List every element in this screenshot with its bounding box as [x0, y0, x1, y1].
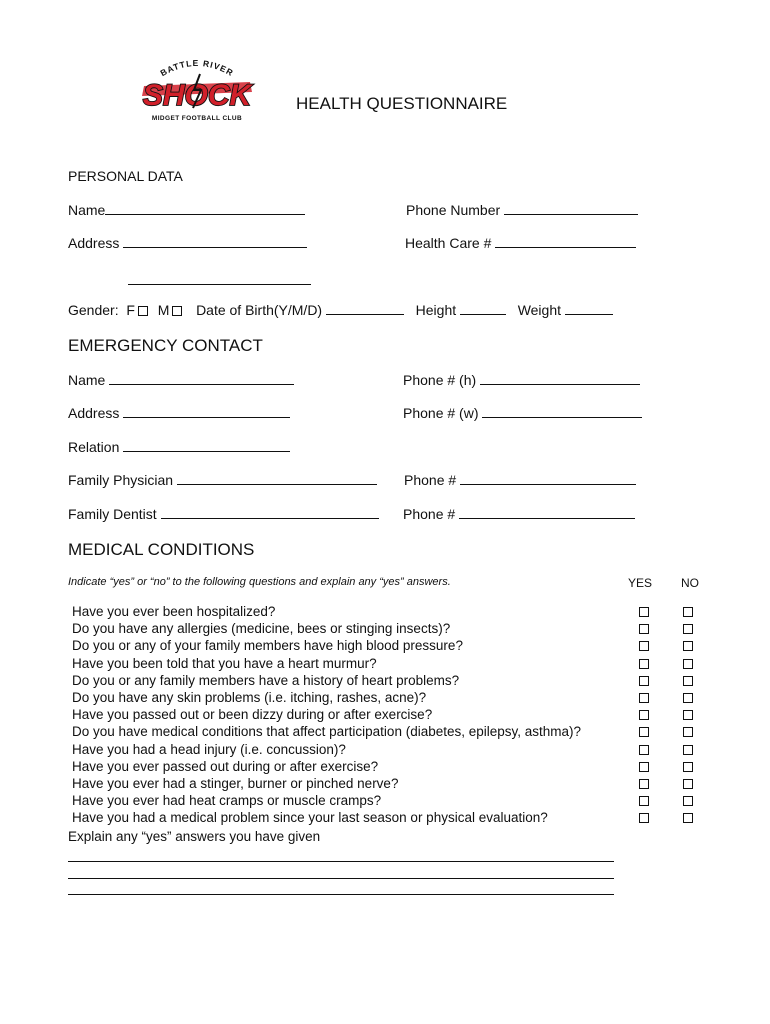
no-column-header: NO	[681, 576, 699, 590]
club-logo	[138, 56, 256, 124]
medical-question: Have you ever passed out during or after exercise?	[72, 758, 379, 774]
no-checkbox[interactable]	[683, 641, 693, 651]
emergency-phone-h-label: Phone # (h)	[403, 372, 477, 388]
explain-label: Explain any “yes” answers you have given	[68, 829, 321, 844]
medical-question: Do you have medical conditions that affect participation (diabetes, epilepsy, asthma)?	[72, 724, 582, 740]
no-checkbox[interactable]	[683, 796, 693, 806]
physician-input[interactable]	[177, 471, 377, 485]
yes-checkbox[interactable]	[639, 607, 649, 617]
yes-checkbox[interactable]	[639, 624, 649, 634]
name-field-row	[68, 201, 305, 218]
emergency-contact-heading: EMERGENCY CONTACT	[68, 336, 263, 355]
medical-conditions-heading: MEDICAL CONDITIONS	[68, 540, 255, 559]
dob-label: Date of Birth(Y/M/D)	[196, 302, 323, 318]
dob-input[interactable]	[326, 301, 404, 315]
emergency-phone-w-row	[403, 404, 642, 421]
gender-m-checkbox[interactable]	[172, 306, 182, 316]
physician-phone-row	[404, 471, 636, 488]
logo-top-text: BATTLE RIVER	[158, 57, 236, 79]
dentist-phone-row	[403, 505, 635, 522]
yes-column-header: YES	[628, 576, 653, 590]
relation-label: Relation	[68, 439, 120, 455]
phone-number-label: Phone Number	[406, 202, 501, 218]
weight-input[interactable]	[565, 301, 613, 315]
yes-checkbox[interactable]	[639, 676, 649, 686]
no-checkbox[interactable]	[683, 727, 693, 737]
medical-question: Have you had a medical problem since your last season or physical evaluation?	[72, 810, 548, 826]
emergency-name-label: Name	[68, 372, 106, 388]
personal-data-heading: PERSONAL DATA	[68, 168, 183, 184]
dentist-phone-label: Phone #	[403, 506, 456, 522]
logo-main-text: SHOCK	[142, 79, 252, 112]
yes-checkbox[interactable]	[639, 710, 649, 720]
no-checkbox[interactable]	[683, 779, 693, 789]
explain-line-1-input[interactable]	[68, 860, 614, 862]
health-care-label: Health Care #	[405, 235, 492, 251]
address-line-2-input[interactable]	[128, 283, 311, 285]
health-care-input[interactable]	[495, 234, 636, 248]
emergency-phone-w-input[interactable]	[482, 404, 642, 418]
no-checkbox[interactable]	[683, 813, 693, 823]
no-checkbox[interactable]	[683, 607, 693, 617]
emergency-name-row	[68, 371, 294, 388]
medical-question: Do you or any family members have a history of heart problems?	[72, 672, 460, 688]
weight-label: Weight	[517, 302, 562, 318]
dentist-label: Family Dentist	[68, 506, 157, 522]
emergency-phone-w-label: Phone # (w)	[403, 405, 479, 421]
dentist-input[interactable]	[161, 505, 379, 519]
explain-line-3-input[interactable]	[68, 893, 614, 895]
height-input[interactable]	[460, 301, 506, 315]
address-label: Address	[68, 235, 120, 251]
name-input[interactable]	[105, 201, 305, 215]
yes-checkbox[interactable]	[639, 762, 649, 772]
yes-checkbox[interactable]	[639, 796, 649, 806]
medical-instruction: Indicate “yes” or “no” to the following questions and explain any “yes” answers.	[68, 576, 451, 588]
yes-checkbox[interactable]	[639, 727, 649, 737]
medical-question: Do you have any allergies (medicine, bees or stinging insects)?	[72, 621, 451, 637]
medical-question: Have you passed out or been dizzy during or after exercise?	[72, 707, 433, 723]
gender-dob-row	[68, 301, 613, 318]
medical-question: Have you had a head injury (i.e. concussion)?	[72, 741, 346, 757]
emergency-phone-h-input[interactable]	[480, 371, 640, 385]
yes-checkbox[interactable]	[639, 693, 649, 703]
gender-f-checkbox[interactable]	[138, 306, 148, 316]
medical-question: Have you ever been hospitalized?	[72, 604, 276, 619]
yes-checkbox[interactable]	[639, 813, 649, 823]
physician-row	[68, 471, 377, 488]
no-checkbox[interactable]	[683, 710, 693, 720]
yes-checkbox[interactable]	[639, 745, 649, 755]
explain-line-2-input[interactable]	[68, 877, 614, 879]
relation-row	[68, 438, 290, 455]
yes-checkbox[interactable]	[639, 641, 649, 651]
health-care-row	[405, 234, 636, 251]
no-checkbox[interactable]	[683, 745, 693, 755]
address-input[interactable]	[123, 234, 307, 248]
page-title: HEALTH QUESTIONNAIRE	[296, 94, 508, 113]
phone-number-input[interactable]	[504, 201, 638, 215]
no-checkbox[interactable]	[683, 762, 693, 772]
no-checkbox[interactable]	[683, 659, 693, 669]
phone-number-row	[406, 201, 638, 218]
gender-m-label: M	[157, 302, 170, 318]
emergency-address-row	[68, 404, 290, 421]
medical-question: Do you have any skin problems (i.e. itching, rashes, acne)?	[72, 690, 427, 705]
emergency-address-input[interactable]	[123, 404, 290, 418]
medical-question: Do you or any of your family members have high blood pressure?	[72, 638, 463, 654]
medical-question: Have you been told that you have a heart murmur?	[72, 655, 377, 671]
emergency-phone-h-row	[403, 371, 640, 388]
physician-label: Family Physician	[68, 472, 174, 488]
medical-question: Have you ever had a stinger, burner or pinched nerve?	[72, 776, 399, 791]
physician-phone-input[interactable]	[460, 471, 636, 485]
dentist-row	[68, 505, 379, 522]
height-label: Height	[415, 302, 457, 318]
no-checkbox[interactable]	[683, 693, 693, 703]
no-checkbox[interactable]	[683, 624, 693, 634]
yes-checkbox[interactable]	[639, 779, 649, 789]
physician-phone-label: Phone #	[404, 472, 457, 488]
svg-text:BATTLE RIVER	[159, 58, 236, 78]
logo-bottom-text: MIDGET FOOTBALL CLUB	[151, 115, 243, 122]
logo-graphic	[138, 56, 256, 124]
gender-label: Gender:	[68, 302, 119, 318]
emergency-address-label: Address	[68, 405, 120, 421]
no-checkbox[interactable]	[683, 676, 693, 686]
medical-question: Have you ever had heat cramps or muscle cramps?	[72, 793, 382, 809]
address-row	[68, 234, 307, 251]
relation-input[interactable]	[123, 438, 290, 452]
gender-f-label: F	[126, 302, 135, 318]
yes-checkbox[interactable]	[639, 659, 649, 669]
emergency-name-input[interactable]	[109, 371, 294, 385]
dentist-phone-input[interactable]	[459, 505, 635, 519]
name-label: Name	[68, 202, 106, 218]
